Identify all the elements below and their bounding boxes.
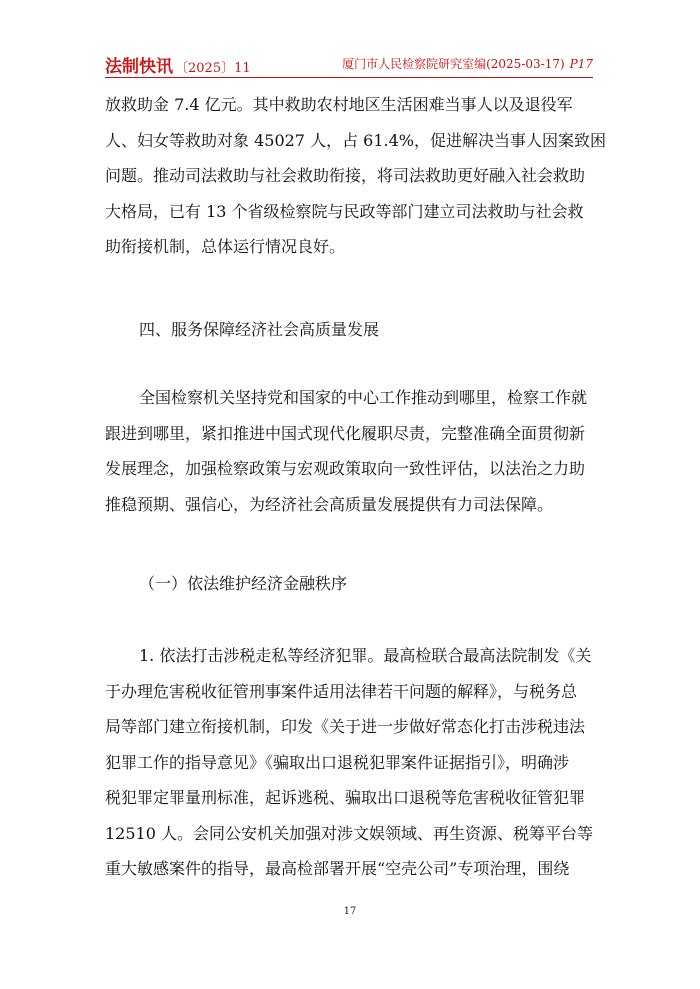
page-number: 17 <box>343 906 357 917</box>
text-line: 推稳预期、强信心，为经济社会高质量发展提供有力司法保障。 <box>105 494 554 514</box>
header-page-tag: P17 <box>569 57 593 71</box>
text-line: 助衔接机制，总体运行情况良好。 <box>105 237 346 256</box>
bulletin-title: 法制快讯 <box>105 57 173 77</box>
text-line: 跟进到哪里，紧扣推进中国式现代化履职尽责，完整准确全面贯彻新 <box>105 423 586 443</box>
header-divider <box>105 77 593 78</box>
text-line: 12510 人。会同公安机关加强对涉文娱领域、再生资源、税筹平台等 <box>105 823 593 843</box>
paragraph-tax-crimes <box>105 638 595 887</box>
text-line: 人、妇女等救助对象 45027 人，占 61.4%，促进解决当事人因案致困 <box>105 130 606 150</box>
text-line: 放救助金 7.4 亿元。其中救助农村地区生活困难当事人以及退役军 <box>105 95 573 114</box>
paragraph-relief-funds <box>105 87 606 265</box>
text-line: 重大敏感案件的指导，最高检部署开展“空壳公司”专项治理，围绕 <box>105 859 570 878</box>
section-heading: 四、服务保障经济社会高质量发展 <box>139 320 380 339</box>
text-line: 税犯罪定罪量刑标准，起诉逃税、骗取出口退税等危害税收征管犯罪 <box>105 788 586 807</box>
page-header <box>105 52 593 76</box>
text-line: 全国检察机关坚持党和国家的中心工作推动到哪里，检察工作就 <box>139 388 588 407</box>
text-line: 大格局，已有 13 个省级检察院与民政等部门建立司法救助与社会救 <box>105 201 584 221</box>
header-left <box>105 52 251 77</box>
text-line: 发展理念，加强检察政策与宏观政策取向一致性评估，以法治之力助 <box>105 459 586 478</box>
text-line: 1. 依法打击涉税走私等经济犯罪。最高检联合最高法院制发《关 <box>139 646 592 665</box>
text-line: 犯罪工作的指导意见》《骗取出口退税犯罪案件证据指引》，明确涉 <box>105 752 570 772</box>
issue-number: 〔2025〕11 <box>175 61 251 76</box>
paragraph-economic-service <box>105 380 595 522</box>
text-line: 局等部门建立衔接机制，印发《关于进一步做好常态化打击涉税违法 <box>105 717 586 736</box>
text-line: 于办理危害税收征管刑事案件适用法律若干问题的解释》，与税务总 <box>105 681 578 701</box>
text-line: 问题。推动司法救助与社会救助衔接，将司法救助更好融入社会救助 <box>105 166 586 185</box>
header-right <box>342 55 593 72</box>
subsection-heading: （一）依法维护经济金融秩序 <box>139 574 348 593</box>
editor-source: 厦门市人民检察院研究室编(2025-03-17) <box>342 57 565 71</box>
